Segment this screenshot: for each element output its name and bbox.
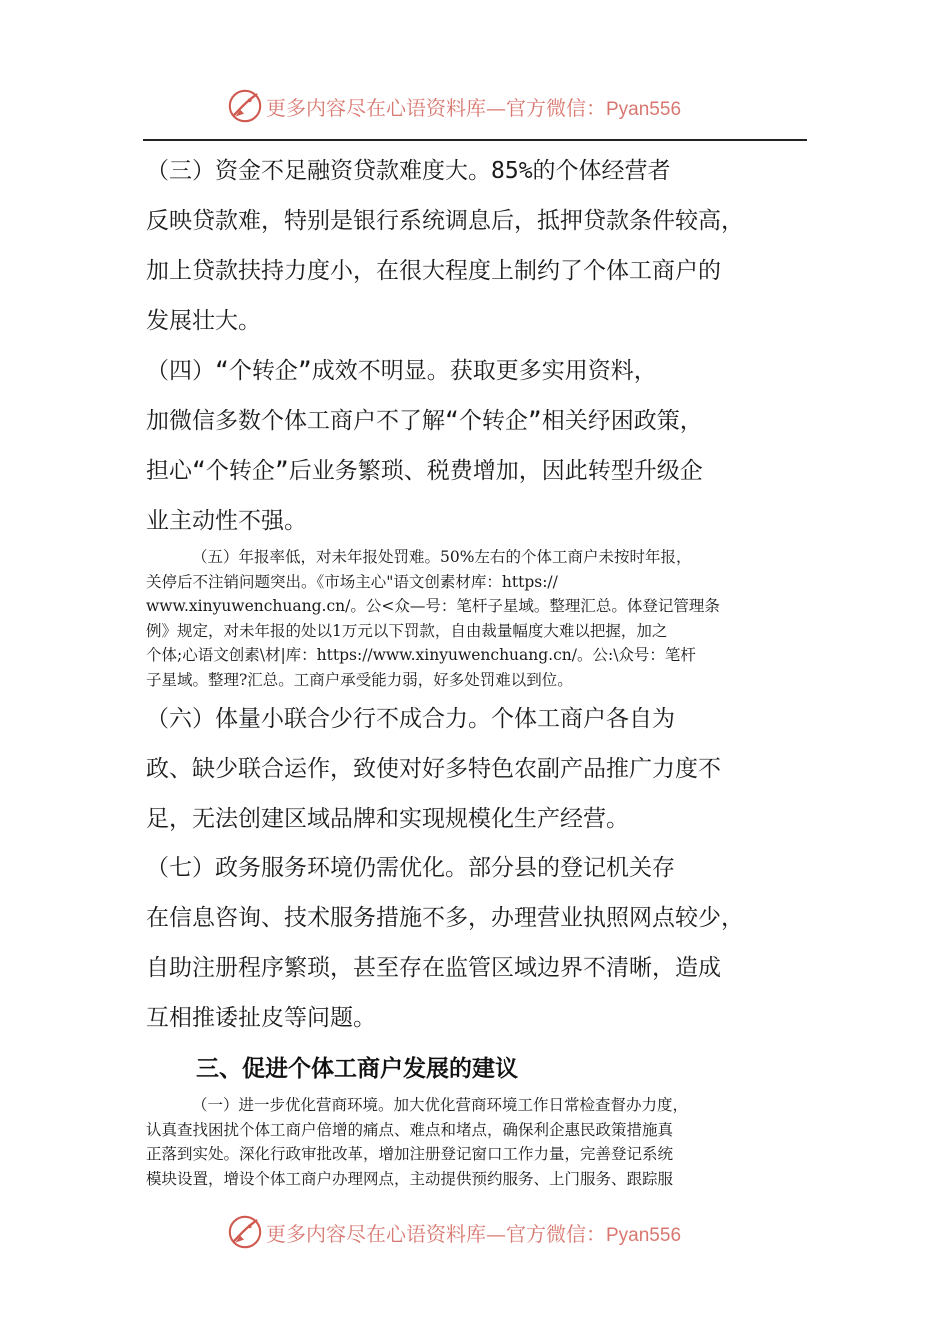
text-line: 例》规定，对未年报的处以1万元以下罚款，自由裁量幅度大难以把握，加之 xyxy=(146,621,668,640)
paragraph-8 xyxy=(146,1093,811,1191)
text-line: 正落到实处。深化行政审批改革，增加注册登记窗口工作力量，完善登记系统 xyxy=(146,1145,674,1163)
paragraph-6 xyxy=(146,694,811,844)
text-line: （七）政务服务环境仍需优化。部分县的登记机关存 xyxy=(146,855,675,881)
text-line: 自助注册程序繁琐，甚至存在监管区域边界不清晰，造成 xyxy=(146,955,721,981)
pen-logo-icon xyxy=(226,1213,264,1251)
text-line: 政、缺少联合运作，致使对好多特色农副产品推广力度不 xyxy=(146,756,721,782)
paragraph-3 xyxy=(146,146,811,346)
watermark-wechat-id: Pyan556 xyxy=(606,98,682,120)
text-line: www.xinyuwenchuang.cn/。公<众—号：笔杆子星域。整理汇总。体登记管理条 xyxy=(146,597,720,615)
text-line: 个体;心语文创素\材|库：https://www.xinyuwenchuang.cn/。公:\众号：笔杆 xyxy=(146,646,696,664)
text-line: （一）进一步优化营商环境。加大优化营商环境工作日常检查督办力度， xyxy=(192,1096,689,1114)
text-line: 加上贷款扶持力度小，在很大程度上制约了个体工商户的 xyxy=(146,258,721,284)
text-line: 互相推诿扯皮等问题。 xyxy=(146,1005,376,1031)
text-line: 模块设置，增设个体工商户办理网点，主动提供预约服务、上门服务、跟踪服 xyxy=(146,1169,674,1188)
text-line: 业主动性不强。 xyxy=(146,508,307,534)
text-line: 足，无法创建区域品牌和实现规模化生产经营。 xyxy=(146,806,629,832)
watermark-text: 更多内容尽在心语资料库—官方微信： xyxy=(266,95,606,120)
header-watermark xyxy=(226,86,681,126)
pen-logo-icon xyxy=(226,87,264,125)
text-line: 认真查找困扰个体工商户倍增的痛点、难点和堵点，确保利企惠民政策措施真 xyxy=(146,1120,674,1139)
footer-watermark xyxy=(226,1212,681,1252)
watermark-wechat-id: Pyan556 xyxy=(606,1224,682,1246)
text-line: 发展壮大。 xyxy=(146,308,261,334)
section-heading: 三、促进个体工商户发展的建议 xyxy=(196,1056,518,1082)
text-line: 子星域。整理?汇总。工商户承受能力弱，好多处罚难以到位。 xyxy=(146,670,573,689)
paragraph-5 xyxy=(146,545,811,692)
header-divider xyxy=(143,139,807,141)
paragraph-4 xyxy=(146,346,811,546)
paragraph-7 xyxy=(146,843,811,1043)
text-line: 反映贷款难，特别是银行系统调息后，抵押贷款条件较高， xyxy=(146,208,744,234)
text-line: （六）体量小联合少行不成合力。个体工商户各自为 xyxy=(146,706,675,732)
text-line: （五）年报率低，对未年报处罚难。50%左右的个体工商户未按时年报， xyxy=(192,548,692,566)
text-line: 担心“个转企”后业务繁琐、税费增加，因此转型升级企 xyxy=(146,458,703,484)
text-line: （四）“个转企”成效不明显。获取更多实用资料， xyxy=(146,358,657,384)
text-line: 加微信多数个体工商户不了解“个转企”相关纾困政策， xyxy=(146,408,703,434)
text-line: （三）资金不足融资贷款难度大。85%的个体经营者 xyxy=(146,158,671,184)
text-line: 关停后不注销问题突出。《市场主心"语文创素材库：https:// xyxy=(146,572,558,591)
text-line: 在信息咨询、技术服务措施不多，办理营业执照网点较少， xyxy=(146,905,744,931)
watermark-text: 更多内容尽在心语资料库—官方微信： xyxy=(266,1221,606,1246)
